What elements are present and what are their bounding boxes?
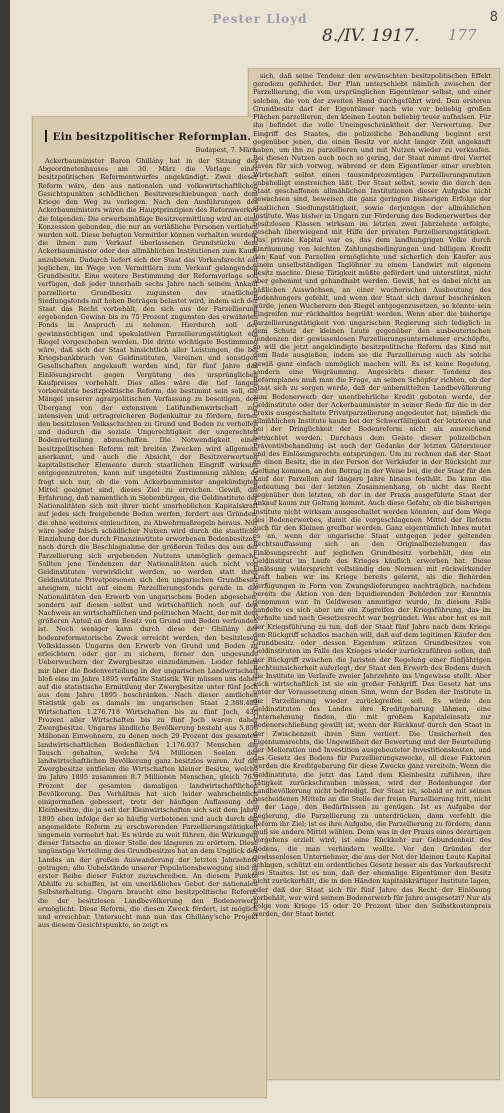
masthead-stamp: Pester Lloyd <box>212 12 308 26</box>
article-title-text: Ein besitzpolitischer Reformplan. <box>52 132 252 143</box>
article-column-right <box>253 72 491 1072</box>
article-body-left: Ackerbauminister Baron Ghillány hat in der Sitzung des Abgeordnetenhauses am 30. März die Vorlage eines besitzpolitischen Reformentwurfes angekündigt. Zwei dieser Reform wäre, den aus nationalen und volkswirtschaftlichen Gesichtspunkten schädlichen Besitzverschiebungen nach dem Kriege den Weg zu verlegen. Nach den Ausführungen des Ackerbauministers wären die Hauptprinzipien des Reformwerkes die folgenden: Die erwerbsmäßige Besitzvermittlung wird an eine Konzession gebunden, die nur an verläßliche Personen verliehen werden soll. Diese befugten Vermittler können verhalten werden, die ihnen zum Verkauf überlassenen Grundstücke dem Ackerbauminister oder den allmählichen Institutionen zum Kaufe anzubieten. Dadurch liefert sich der Staat das Vorkaufsrecht auf jeglichen, im Wege von Vermittlern zum Verkauf gelangenden Grundbesitz. Eine weitere Bestimmung der Reformvorlage soll verfügen, daß jeder innerhalb sechs Jahre nach seinem Ankauf parzellierte Grundbesitz zugunsten des staatlichen Siedlungsfonds mit hohen Beträgen belastet wird, indem sich der Staat das Recht vorbehält, den sich aus der Parzellierung ergebenden Gewinn bis zu 75 Prozent zugunsten des erwähnten Fonds in Anspruch zu nehmen. Hierdurch soll der gewinnsüchtigen und spekulativen Parzellierungstätigkeit ein Riegel vorgeschoben werden. Die dritte wichtigste Bestimmung wäre, daß sich der Staat hinsichtlich aller Leistungen, die bei Kriegsbankbruch von Geldinstituten, Vereinen und sonstigen Gesellschaften angekauft worden sind, für fünf Jahre das Einlösungsrecht gegen Vergütung des ursprünglichen Kaufpreises vorbehält. Dies alles wäre die tief langen vorbereitete besitzpolitische Reform, die bestimmt sein soll, die Mängel unserer agrarpolitischen Verfassung zu beseitigen, den Übergang von der extensiven Latifundienwirtschaft zur intensiven und ertragreicheren Bodenkultur zu fördern, ferner den besitzlosen Volksschichten zu Grund und Boden zu verhelfen und dadurch die soziale Ungerechtigkeit der ungerechten Bodenverteilung abzuschaffen. Die Notwendigkeit einer besitzpolitischen Reform mit breiten Zwecken wird allgemein anerkannt, und auch die Absicht, der Besitzverwertung kapitalistischer Elemente durch staatlichen Eingriff wirksam entgegenzutreten, kann auf ungeteilte Zustimmung zählen; es fragt sich nur, ob die vom Ackerbauminister angekündigten Mittel geeignet sind, dieses Ziel zu erreichen. Gewiß, die Erfahrung, daß namentlich in Siebenbürgen, die Geldinstitute der Nationalitäten sich mit ihrer nicht unerheblichen Kapitalskraft auf jedes sich freigebende Boden werfen, fordert aus Gründen, die ohne weiteres einleuchten, zu Abwehrmaßregeln heraus. Nur wäre jeder falsch schädlicher Nutzen wird durch die staatliche Einziehung der durch Finanzinstitute erworbenen Bodenbesitzes, nach durch die Beschlagnahme der größeren Teiles des aus der Parzellierung sich ergebenden Nutzens unmöglich gemacht. Sollten jene Tendenzen der Nationalitäten auch nicht von Geldinstituten verwirklicht werden, so werden statt ihrer Geldinstitute Privatpersonen sich den ungarischen Grundbesitz aneignen, nicht auf einem Parzellierungsfonds gerade in die Nationalitäten den Erwerb von ungarischem Boden abgesehen, sondern auf diesen selbst und wirtschaftlich noch auf den Nachweis an wirtschaftlichen und politischen Macht, der mit dem größeren Anteil an dem Besitz von Grund und Boden verbunden ist. Noch weniger kann durch diese der Ghillány der bodenreformatorische Zweck erreicht werden, den besitzlosen Volksklassen Ungarns den Erwerb von Grund und Boden zu erleichtern oder gar zu sichern, ferner den ungesunde Ueberwuchern der Zwergbesitze einzudämmen. Leider fehlen mir über die Bodenverteilung in der ungarischen Landwirtschaft bloß eine im Jahre 1895 verfaßte Statistik. Wir müssen uns daher auf die statistische Ermittlung der Zwergbesitze unter fünf Joch aus dem Jahre 1895 beschränken. Nach dieser amtlichen Statistik gab es damals im ungarischen Staat 2.388.482 Wirtschaften 1.276.718 Wirtschaften bis zu fünf Joch, 436 Prozent aller Wirtschaften bis zu fünf Joch waren daher Zwergbesitze. Ungarns ländliche Bevölkerung besteht aus 5.856 Millionen Einwohnern, zu denen noch 29 Prozent des gesamten landwirtschaftlichen Bodenflächen 1.176.937 Menschen die Tausch gehalten, welche 5/4 Millionen Seelen der landwirtschaftlichen Bevölkerung ganz besitzlos waren. Auf die Zwergbesitze entfielen die Wirtschaften kleiner Besitze, welche im Jahre 1895 zusammen 8.7 Millionen Menschen, gleich 76.5 Prozent der gesamten damaligen landwirtschaftlichen Bevölkerung. Das Verhältnis hat sich leider wahrscheinlich einigermaßen gebessert, trotz der häufigen Auflassung der Kleinbesitze, die ja seit der Kleinwirtschaften sich seit dem Jahre 1895 eben infolge der so häufig verbotenen und auch durch die angemeldete Reform zu erschwerenden Parzellierungstätigkeit ungemein vermehrt hat. Es würde zu weit führen, die Wirkungen dieser Tatsache an dieser Stelle des längeren zu erörtern. Diese ungünstige Verteilung des Grundbesitzes hat an dem Unglück des Landes an der großen Auswanderung der letzten Jahrzehnte getragen; alle Uebelstände unserer Populationsbewegung sind in erster Reihe dieser Faktor zuzuschreiben. An diesem Punkte Abhilfe zu schaffen, ist ein unerläßliches Gebot der nationalen Selbsterhaltung. Ungarn braucht eine besitzpolitische Reform, die der besitzlosen Landbevölkerung den Bodenerwerb ermöglicht. Diese Reform, die diesen Zweck fördert, ist möglich und erreichbar. Untersucht man nun das Ghillány'sche Projekt aus diesem Gesichtspunkte, so zeigt es <box>38 157 258 930</box>
article-title <box>38 130 258 144</box>
article-dateline: Budapest, 7. März. <box>195 146 258 154</box>
column-rule-mark <box>45 130 47 142</box>
handwritten-number: 177 <box>448 26 477 44</box>
article-column-left <box>38 120 258 1090</box>
corner-page-number: 8 <box>489 10 498 25</box>
handwritten-date: 8./IV. 1917. <box>322 26 420 46</box>
article-body-right: sich, daß seine Tendenz den erwünschten besitzpolitischen Effekt geradezu gefährdet. Der Plan unterschiebt nämlich zwischen der Parzellierung, die vom ursprünglichen Eigentümer selbst, und einer solchen, die von der zweiten Hand durchgeführt wird. Den ersteren Grundbesitz darf der Eigentümer nach wie vor beliebig großen Flächen parzellieren, den kleinen Leuten beliebig teuer aufhalsen. Für ihn befindet die volle Uneingeschränktheit der Verwertung. Der Eingriff des Staates, die polizeiliche Behandlung beginnt erst gegenüber jenen, die einen Besitz vor nicht langer Zeit angekauft haben, um ihn zu parzellieren und mit Nutzen wieder zu verkaufen. Bei diesen Nutzen auch noch so gering, der Staat nimmt drei Viertel davon für sich vorweg, während er dem Eigentümer einer ererbten Wirtschaft selbst einen tausendprozentigen Parzellierungsnutzen unbehelligt einstreichen läßt. Der Staat selbst, sowie die durch den Staat geschaffenen allmählichen Institutionen dieser Aufgabe nicht gewachsen sind, beweisen die ganz geringen bisherigen Erfolge der staatlichen Siedlungstätigkeit, sowie derjenigen der allmählichen Institute. Was bisher in Ungarn zur Förderung des Bodenerwerbes der besitzlosen Klassen wirksam im letzten zwei Jahrzehnte erfolgte, geschah überwiegend mit Hilfe der privaten Parzellierungstätigkeit. Das private Kapital war es, das dem landhungrigen Volke durch Einräumung von leichten Zahlungsbedingungen und billigem Kredit den Kauf von Parzellen ermöglichte und sicherlich den Käufer aus einem unselbständigen Taglöhner zu einem Landwirt mit eigenem Besitz machte. Diese Tätigkeit müßte gefördert und unterstützt, nicht aber gehemmt und gehandhabt werden. Gewiß, hat es dabei nicht an häßlichen Auswüchsen, an einer wucherischen Ausbeutung des Bodenhungers gefehlt, und wenn der Staat sich darauf beschränken würde, jenen Wucherern den Riegel entgegenzusetzen, so könnte sein Eingreifen nur rückhaltlos begrüßt werden. Wenn aber die bisherige Parzellierungstätigkeit von ungarischen Regierung sich lediglich in dem Schutz der kleinen Leute gegenüber den ausbeuterischen Tendenzen der gewissenlosen Parzellierungsunternehmer erschöpfte, so will die jetzt angekündigte besitzpolitische Reform das Kind mit dem Bade ausgießen, indem sie die Parzellierung auch als solche gewiß ganz einfach unmöglich machen will. Es ist keine Regelung, sondern eine Wegräumung. Angesichts dieser Tendenz des Reformplanes muß man die Frage, an seinen Schöpfer richten, ob der Staat sich zu sorgen werde, daß der unbemittelten Landbevölkerung zum Bodenerwerb der unentbehrliche Kredit geboten werde, der Geldinstitute oder der Ackerbauminister in seiner Rede für die in der Praxis ausgeschaltete Privatparzellierung angedeutet hat, nämlich die allmählichen Institute kaum bei der Schwerfälligkeit der letzteren und bei der Dringlichkeit der Bodenreform nicht als ausreichend betrachtet werden. Durchaus dem Geiste dieser polizeilichen Präventivbehandlung ist auch der Gedanke der letzten Gütersteuer und des Einlösungsrechts entsprungen. Um zu rechnen daß der Staat an einen Besitz, die in der Person der Verkäufer in der Rücksicht zur Geltung kommen, an den Betrag in der Weise bei, die der Staat für den Kauf der Parzellen auf längere Jahre hinaus festhält. Da kann die Bedeutung bei der letzten Zusammenhang, ob nicht das Recht gegenüber den letzten, ob der in der Praxis ausgeführte Staat der Ankauf kaum zur Geltung kommt. Auch diese Gefahr, ob die bisherigen Institute nicht wirksam ausgeschaltet werden könnten, auf dem Wege des Bodenerwerbes, damit die vorgeschlagenen Mittel der Reform auch für den Kleinen greifbar werden. Ganz eigentümlich lnhes mutet es an, wenn der ungarische Staat entgegen jeder geltenden Rechtsauffassung sich an den Originalbeziehungen das Einlösungsrecht auf jeglichen Grundbesitz vorbehält, den ein Geldinstitut im Laufe des Krieges käuflich erworben hat. Diese Einlösung widerspricht vollständig den Normen mit rückwirkender Kraft haben wir im Kriege bereits gelernt, als die Behörden Verfügungen in Form von Zwangslieferungen nachträglich, nachdem bereits die Aktion von den liquidierenden Behörden zur Kenntnis genommen war. In Geldwesen anmutiger wurde, In diesem Falle handelte es sich aber um ein Zugreifen der Kriegsführung, das im Verhalte und nach Gesetzesrecht war begründet. Was aber hat es mit der Kriegsführung zu tun, daß der Staat fünf Jahre nach dem Kriege den Rückgriff schadlos machen will, daß auf dem legitimen Käufer den Grundbesitz oder dessen Eigentum stützen Grundbesitzes von Geldinstituten im Falle des Krieges wieder zurückzuführen sollen, daß der Rückgriff zwischen die Juristen der Regelung einer fünfjährigen Rechtsunsicherheit auferlegt, der Staat den Erwerb des Bodens durch die Institute im Verlaufe zweier Jahrzehnte ins Ungewisse stellt. Aber auch wirtschaftlich ist sie ein großer Fehlgriff. Das Gesetz hat uns unter der Voraussetzung einen Sinn, wenn der Boden der Institute in die Parzellierung wieder zurückgreifen soll. Es würde den Geldinstituten des Landes ihre Kreditgebarung lähmen, eine Unternehmung finden, die mit großem Kapitaleinsatz zur Bodenerschließung gewillt ist, wenn der Rückkauf durch den Staat in der Zwischenzeit ihren Sinn verliert. Die Unsicherheit des Eigentumsrechts, die Ungewißheit der Bewertung und der Beurteilung der Melioration und Investition ausgebeuteter Investitionskosten, und das Gesetz des Bodens für Parzellierungszwecke, all diese Faktoren werden die Kreditgebarung für diese Zwecke ganz vereiteln. Wenn die Geldinstitute, die jetzt das Land dem Kleinbesitz zuführen, ihre Tätigkeit zurückschrauben müssen, wird der Bodenhunger der Landbevölkerung nicht befriedigt. Der Staat ist, sobald er mit seinen bescheidenen Mitteln an die Stelle der freien Parzellierung tritt, nicht in der Lage, den Bedürfnissen zu genügen. Ist es Aufgabe der Regierung, die Parzellierung zu unterdrücken, dann verfehlt die Reform ihr Ziel; ist es ihre Aufgabe, die Parzellierung zu fördern, dann muß sie andere Mittel wählen. Denn was in der Praxis eines derartigen Vorgehens erzielt wird, ist eine Rückkehr zur Gebundenheit des Bodens, die man verhindern wollte. Vor den Gründen der gewissenlosen Unternehmer, die aus der Not der kleinen Leute Kapital schlagen, schützt ein ordentliches Gesetz besser als das Vorkaufsrecht des Staates. Ist es nun, daß der ehemalige Eigentümer den Besitz nicht zurückerhält, die in den Händen kapitalskräftiger Institute lagen, oder daß der Staat sich für fünf Jahre das Recht der Einlösung vorbehält, wer wird seinem Bodenerwerb für Jahre ausgesetzt? Nur als Folge vom Kriege 15 oder 20 Prozent über den Selbstkostenpreis werden, der Staat bietet <box>253 72 491 919</box>
